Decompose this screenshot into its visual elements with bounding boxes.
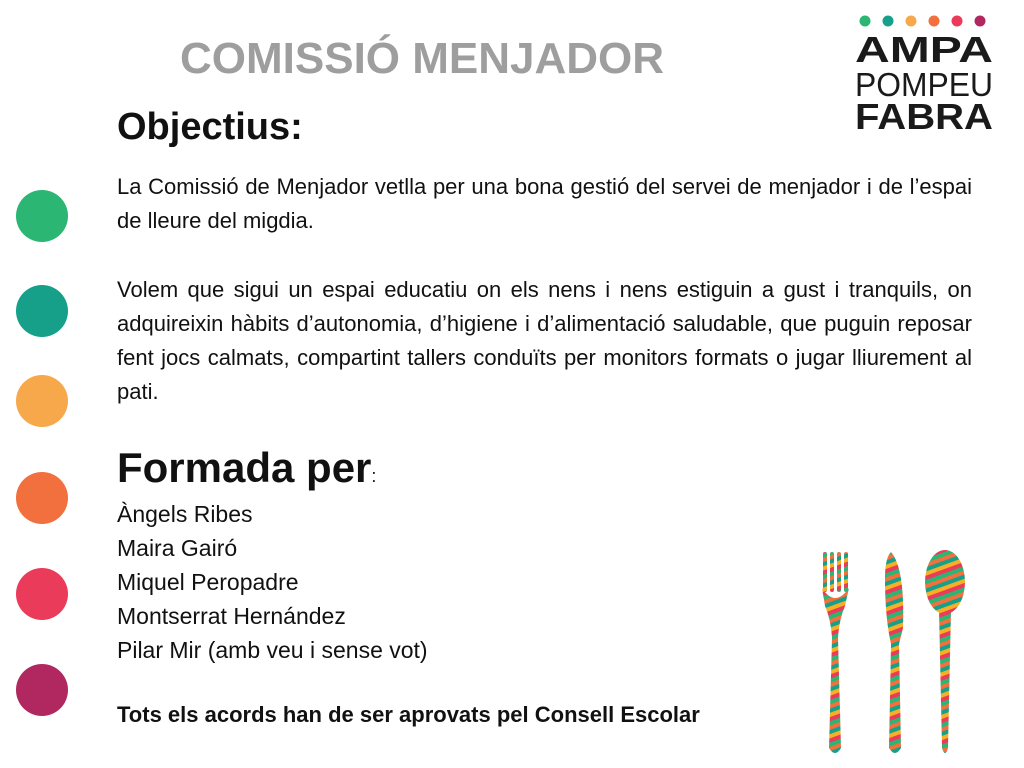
logo-dot-3 xyxy=(906,16,917,27)
logo-dot-1 xyxy=(860,16,871,27)
member-item: Àngels Ribes xyxy=(117,501,253,527)
logo-dot-6 xyxy=(975,16,986,27)
member-item: Miquel Peropadre xyxy=(117,569,299,595)
members-heading-text: Formada per xyxy=(117,444,372,491)
knife-icon xyxy=(885,552,903,753)
approval-note: Tots els acords han de ser aprovats pel Consell Escolar xyxy=(117,702,700,727)
side-dot-teal xyxy=(16,285,68,337)
side-dot-magenta xyxy=(16,664,68,716)
side-dot-orange xyxy=(16,472,68,524)
logo-dot-5 xyxy=(952,16,963,27)
logo-dot-2 xyxy=(883,16,894,27)
side-dot-green xyxy=(16,190,68,242)
member-item: Maira Gairó xyxy=(117,535,238,561)
member-item: Montserrat Hernández xyxy=(117,603,346,629)
members-heading-colon: : xyxy=(371,466,377,486)
member-item: Pilar Mir (amb veu i sense vot) xyxy=(117,637,428,663)
members-list xyxy=(117,497,428,667)
slide-title: COMISSIÓ MENJADOR xyxy=(180,34,665,83)
logo-line-pompeu: POMPEU xyxy=(855,66,993,103)
side-dot-red xyxy=(16,568,68,620)
fork-icon xyxy=(822,552,849,753)
members-heading xyxy=(117,444,376,492)
objectives-heading: Objectius: xyxy=(117,106,303,148)
logo-line-ampa: AMPA xyxy=(855,29,993,70)
spoon-icon xyxy=(925,550,965,753)
side-dot-light-orange xyxy=(16,375,68,427)
objectives-paragraph-2: Volem que sigui un espai educatiu on els nens i nens estiguin a gust i tranquils, on adquireixin hàbits d’autonomia, d’higiene i d’alimentació saludable, que puguin reposar fent jocs calmats, compartint tallers conduïts per monitors formats o jugar lliurement al pati. xyxy=(117,277,972,404)
logo-line-fabra: FABRA xyxy=(855,96,993,137)
logo-dot-4 xyxy=(929,16,940,27)
objectives-paragraph-1: La Comissió de Menjador vetlla per una bona gestió del servei de menjador i de l’espai de lleure del migdia. xyxy=(117,174,972,233)
ampa-pompeu-fabra-logo xyxy=(852,12,998,137)
colorful-cutlery-illustration xyxy=(815,548,975,760)
